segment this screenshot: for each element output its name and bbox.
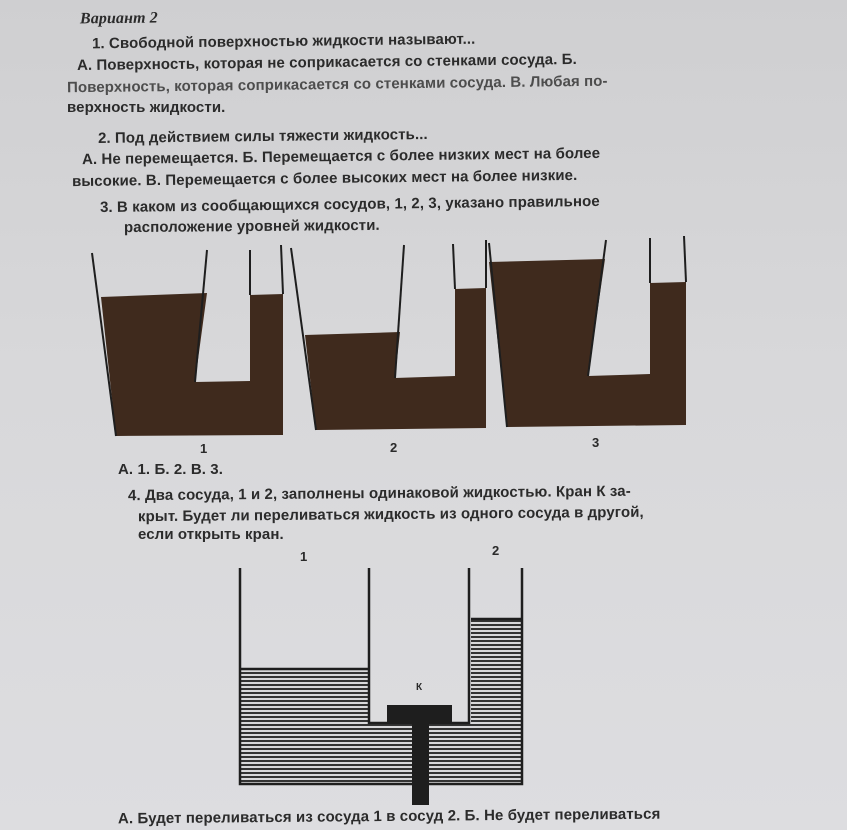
q3-figure-label-3: 3: [592, 435, 600, 450]
q3-answer-options: А. 1. Б. 2. В. 3.: [118, 461, 224, 478]
variant-title: Вариант 2: [79, 9, 158, 28]
q4-vessel-label-2: 2: [492, 543, 500, 558]
q3-figure-label-1: 1: [200, 441, 208, 456]
q1-answer-line-2: Поверхность, которая соприкасается со стенками сосуда. В. Любая по-: [66, 72, 608, 97]
q4-valve-label: К: [416, 682, 423, 693]
q2-question: 2. Под действием силы тяжести жидкость...: [97, 125, 428, 148]
vessel-1-liquid-hatched: [241, 669, 369, 783]
q3-question-line-2: расположение уровней жидкости.: [123, 216, 380, 237]
q4-vessel-label-1: 1: [300, 549, 308, 564]
vessel-2-liquid-hatched: [471, 619, 521, 783]
q4-question-line-2: крыт. Будет ли переливаться жидкость из одного сосуда в другой,: [137, 503, 644, 526]
q1-question: 1. Свободной поверхностью жидкости называют...: [91, 30, 476, 53]
q3-figure-label-2: 2: [390, 440, 398, 455]
q2-answer-line-1: А. Не перемещается. Б. Перемещается с более низких мест на более: [81, 144, 601, 169]
q1-answer-line-1: А. Поверхность, которая не соприкасается со стенками сосуда. Б.: [76, 50, 577, 75]
q4-question-line-1: 4. Два сосуда, 1 и 2, заполнены одинаковой жидкостью. Кран К за-: [127, 482, 631, 505]
q3-question-line-1: 3. В каком из сообщающихся сосудов, 1, 2, 3, указано правильное: [99, 192, 600, 217]
q4-question-line-3: если открыть кран.: [138, 526, 284, 543]
q4-answer-partial: А. Будет переливаться из сосуда 1 в сосуд 2. Б. Не будет переливаться: [117, 805, 661, 828]
q2-answer-line-2: высокие. В. Перемещается с более высоких мест на более низкие.: [71, 166, 578, 191]
q1-answer-line-3: верхность жидкости.: [67, 99, 226, 116]
